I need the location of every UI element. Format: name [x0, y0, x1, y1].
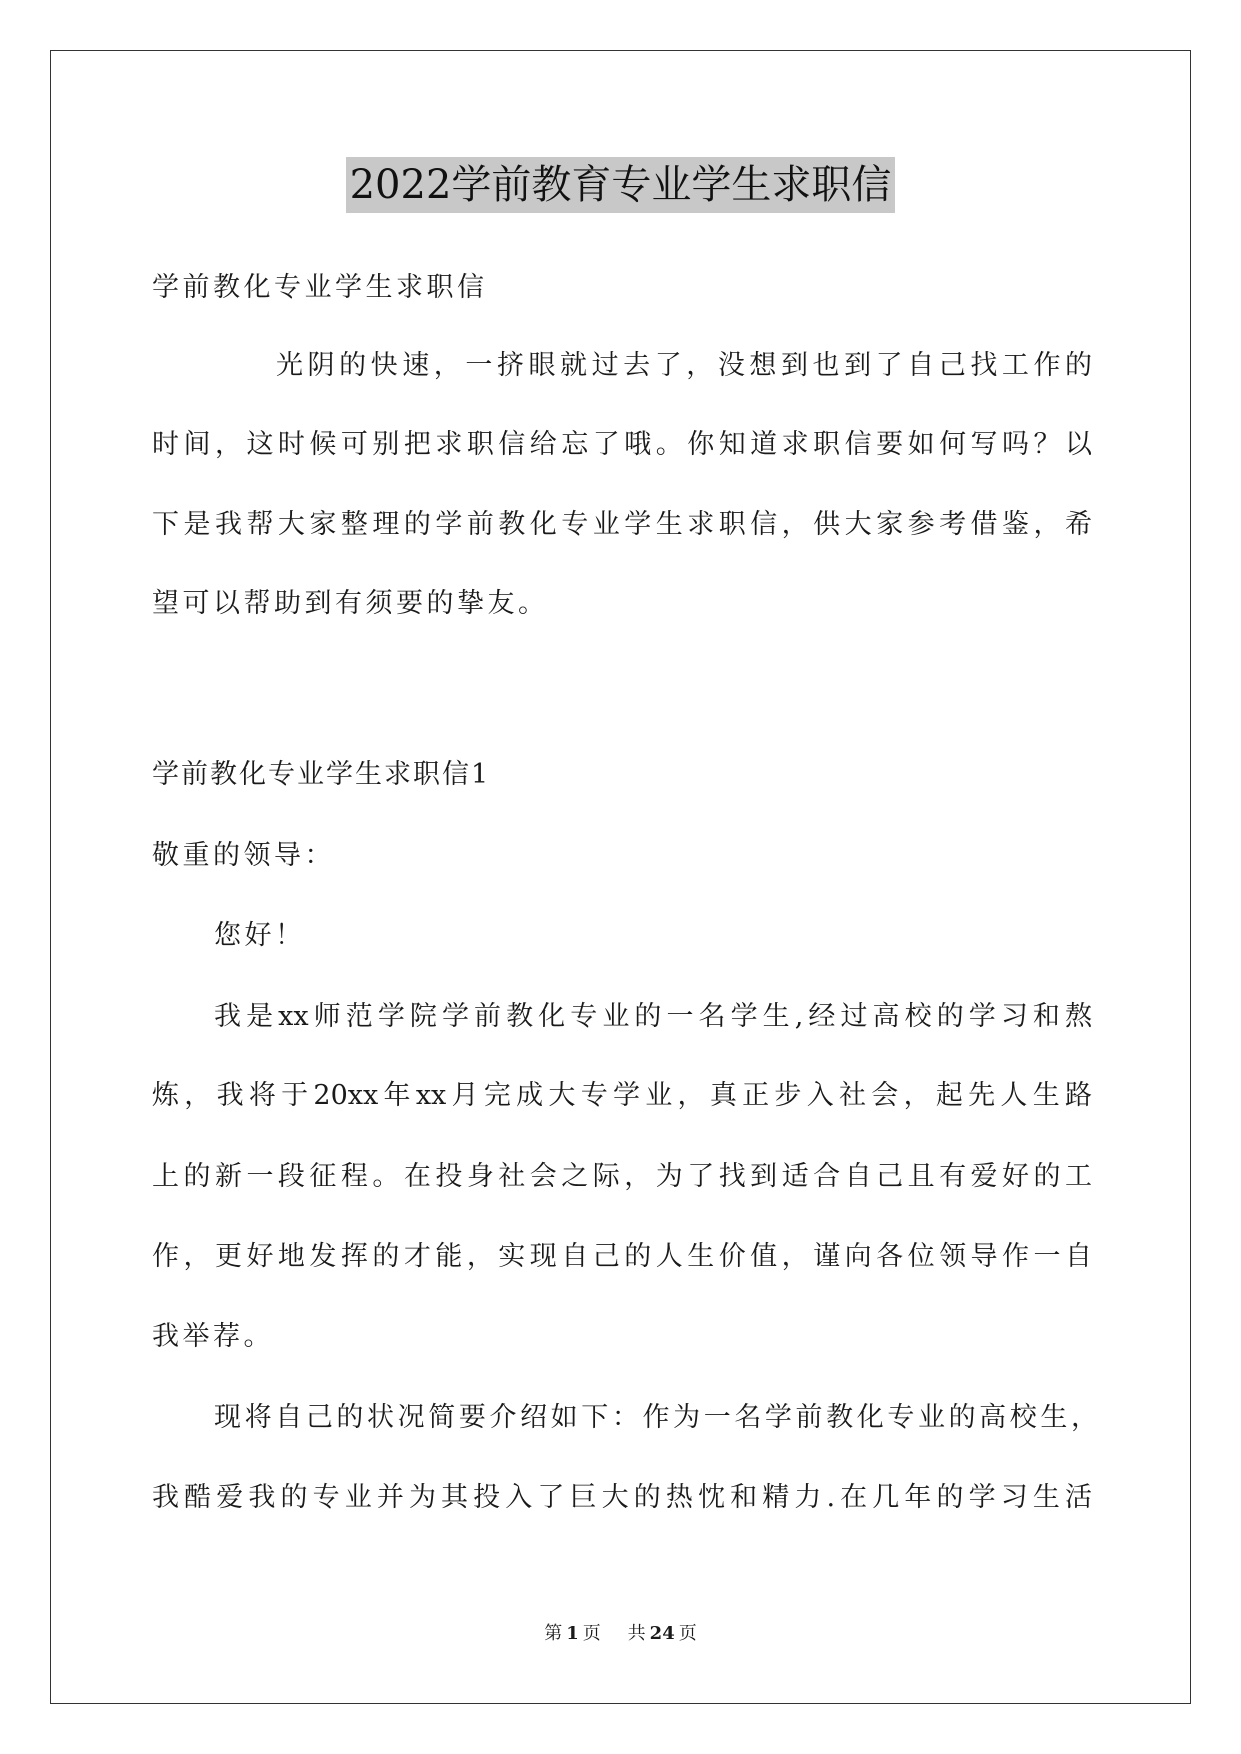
title-container: [0, 157, 1241, 213]
section-heading: 学前教化专业学生求职信1: [152, 759, 491, 790]
current-page-number: 1: [566, 1623, 579, 1644]
para1-line-3: 上的新一段征程。在投身社会之际，为了找到适合自己且有爱好的工: [152, 1161, 1092, 1192]
intro-line-4: 望可以帮助到有须要的挚友。: [152, 588, 549, 619]
total-prefix: 共: [627, 1623, 646, 1644]
para1-line-2: 炼，我将于20xx年xx月完成大专学业，真正步入社会，起先人生路: [152, 1080, 1092, 1111]
para1-line-5: 我举荐。: [152, 1321, 274, 1352]
document-subtitle: 学前教化专业学生求职信: [152, 272, 488, 303]
intro-line-3: 下是我帮大家整理的学前教化专业学生求职信，供大家参考借鉴，希: [152, 509, 1092, 540]
para1-line-4: 作，更好地发挥的才能，实现自己的人生价值，谨向各位领导作一自: [152, 1241, 1092, 1272]
page-suffix: 页: [582, 1623, 601, 1644]
intro-line-1: 光阴的快速，一挤眼就过去了，没想到也到了自己找工作的: [276, 350, 1092, 381]
total-suffix: 页: [678, 1623, 697, 1644]
greeting: 您好！: [214, 920, 306, 951]
intro-line-2: 时间，这时候可别把求职信给忘了哦。你知道求职信要如何写吗？以: [152, 429, 1092, 460]
salutation: 敬重的领导：: [152, 840, 335, 871]
total-pages-number: 24: [649, 1623, 675, 1644]
page-footer: [0, 1622, 1241, 1646]
para2-line-1: 现将自己的状况简要介绍如下：作为一名学前教化专业的高校生，: [214, 1402, 1098, 1433]
page-prefix: 第: [544, 1623, 563, 1644]
para1-line-1: 我是xx师范学院学前教化专业的一名学生,经过高校的学习和熬: [214, 1001, 1092, 1032]
para2-line-2: 我酷爱我的专业并为其投入了巨大的热忱和精力.在几年的学习生活: [152, 1482, 1092, 1513]
document-title: 2022学前教育专业学生求职信: [346, 157, 896, 213]
